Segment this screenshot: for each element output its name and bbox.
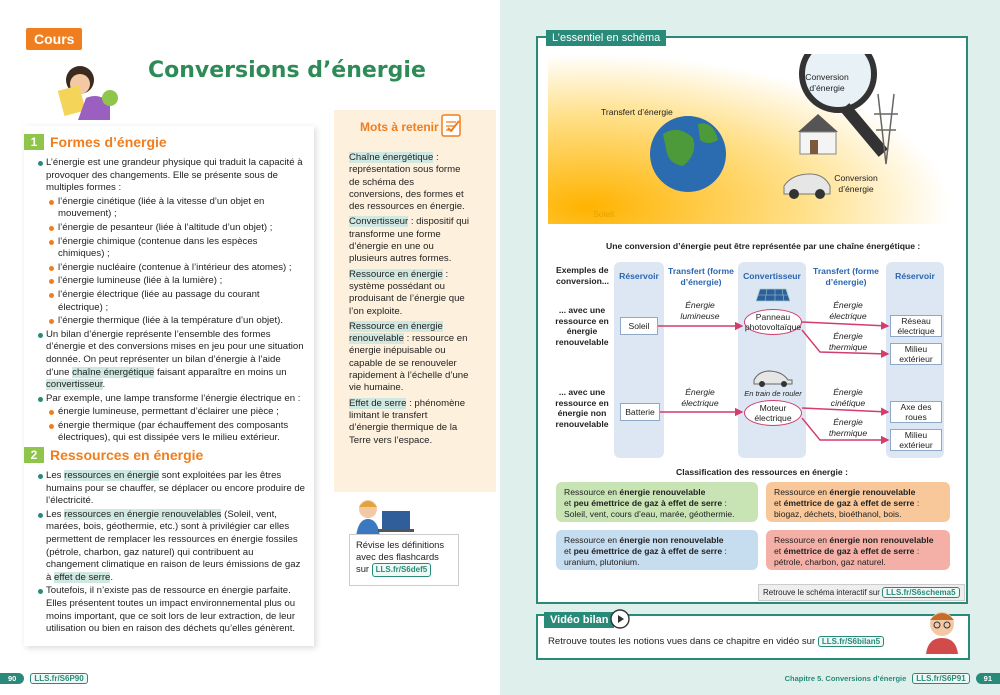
text: émettrice de gaz à effet de serre bbox=[783, 498, 915, 508]
node-soleil: Soleil bbox=[620, 317, 658, 335]
key-words-list bbox=[349, 152, 469, 450]
text: (Soleil, vent, marées, bois, géothermie, etc.) sont à privilégier car elles permettent de remplacer les ressources en énergie fossiles (pétrole, charbon, gaz naturel) qui contribuent au changement climatique en raison de leurs émissions de gaz à bbox=[46, 508, 301, 583]
keyword: chaîne énergétique bbox=[72, 366, 155, 378]
text: Un bilan d’énergie représente l’ensemble des formes d’énergie et des conversions mises en jeu pour une situation donnée. On peut représenter un bilan d’énergie à l’aide d’une bbox=[46, 328, 304, 378]
transfer-label: Énergie thermique bbox=[828, 331, 868, 352]
flashcards-link[interactable]: LLS.fr/S6def5 bbox=[372, 563, 432, 577]
header-reservoir: Réservoir bbox=[619, 271, 659, 281]
key-words-title: Mots à retenir bbox=[360, 120, 439, 134]
text: : bbox=[914, 546, 920, 556]
term: Convertisseur bbox=[349, 216, 409, 228]
video-title: Vidéo bilan bbox=[544, 612, 614, 628]
definition bbox=[349, 152, 469, 213]
text: : bbox=[722, 546, 727, 556]
page-title: Conversions d’énergie bbox=[148, 58, 426, 83]
section-number: 2 bbox=[24, 447, 44, 463]
list-item: l’énergie cinétique (liée à la vitesse d’un objet en mouvement) ; bbox=[36, 196, 306, 221]
text: Ressource en bbox=[564, 535, 620, 545]
text: : bbox=[722, 498, 727, 508]
interactive-link[interactable]: LLS.fr/S6schema5 bbox=[882, 587, 959, 598]
flashcards-text: Révise les définitions avec des flashcards sur bbox=[356, 539, 445, 574]
text: et bbox=[564, 546, 574, 556]
definition-text: : représentation sous forme de schéma des conversions, des formes et des ressources en énergie. bbox=[349, 152, 465, 213]
keyword: ressources en énergie renouvelables bbox=[64, 508, 222, 520]
definition-text: : système possédant ou produisant de l’énergie que l’on exploite. bbox=[349, 268, 465, 317]
definition-text: : ressource en énergie inépuisable ou capable de se renouveler rapidement à l’échelle d’une vie humaine. bbox=[349, 333, 469, 394]
list-item: l’énergie thermique (liée à la température d’un objet). bbox=[36, 315, 306, 328]
row-label: ... avec une ressource en énergie non renouvelable bbox=[555, 387, 609, 429]
text: . bbox=[102, 379, 106, 391]
section-title: Ressources en énergie bbox=[50, 447, 204, 463]
text: Les bbox=[46, 470, 65, 481]
video-line bbox=[548, 636, 884, 647]
transfer-label: Énergie électrique bbox=[681, 387, 719, 408]
right-footer bbox=[785, 673, 1000, 684]
section-title: Formes d’énergie bbox=[50, 134, 167, 150]
text: uranium, plutonium. bbox=[564, 557, 640, 567]
illustration-label: Conversion d’énergie bbox=[834, 173, 878, 194]
interactive-note bbox=[758, 584, 965, 601]
list-item bbox=[36, 470, 306, 508]
transfer-label: Énergie lumineuse bbox=[680, 300, 720, 321]
node-panneau: Panneau photovoltaïque bbox=[744, 309, 802, 335]
header-transfert: Transfert (forme d’énergie) bbox=[668, 266, 734, 287]
definition bbox=[349, 321, 469, 395]
classification-title: Classification des ressources en énergie : bbox=[676, 467, 848, 477]
column-reservoir-1 bbox=[614, 262, 664, 458]
keyword: convertisseur bbox=[46, 379, 103, 391]
schema-title: L’essentiel en schéma bbox=[546, 30, 666, 46]
definition bbox=[349, 398, 469, 447]
text: Les bbox=[46, 508, 65, 520]
keyword: ressources en énergie bbox=[64, 470, 160, 481]
car-note: En train de rouler bbox=[744, 389, 802, 398]
section-2-text bbox=[36, 470, 306, 637]
node-reseau: Réseau électrique bbox=[890, 315, 942, 337]
header-transfert: Transfert (forme d’énergie) bbox=[813, 266, 879, 287]
text: énergie non renouvelable bbox=[829, 535, 934, 545]
illustration-label: Conversion d’énergie bbox=[805, 72, 849, 93]
play-icon[interactable] bbox=[610, 609, 630, 629]
definition bbox=[349, 216, 469, 265]
node-moteur: Moteur électrique bbox=[744, 400, 802, 426]
sun-earth-illustration bbox=[548, 54, 950, 224]
solar-panel-icon bbox=[756, 287, 790, 303]
term: Chaîne énergétique bbox=[349, 152, 434, 163]
classification-box bbox=[556, 530, 758, 570]
chapter-label: Chapitre 5. Conversions d’énergie bbox=[784, 674, 907, 683]
section-1-text bbox=[36, 157, 306, 446]
student-laptop-illustration bbox=[352, 497, 416, 537]
text: Soleil, vent, cours d’eau, marée, géothermie. bbox=[564, 509, 735, 519]
text: et bbox=[774, 498, 784, 508]
notepad-icon bbox=[440, 112, 464, 138]
cours-badge: Cours bbox=[26, 28, 82, 50]
definition-text: : dispositif qui transforme une forme d’énergie en une ou plusieurs autres formes. bbox=[349, 216, 469, 265]
classification-box bbox=[766, 482, 950, 522]
text: Ressource en bbox=[774, 487, 830, 497]
text: sont exploitées par les êtres humains pour se chauffer, se déplacer ou encore produire de l’électricité. bbox=[46, 470, 306, 507]
right-page bbox=[500, 0, 1000, 695]
page-number: 90 bbox=[0, 673, 24, 684]
section-number: 1 bbox=[24, 134, 44, 150]
list-item: énergie thermique (par échauffement des composants électriques), qui est dissipée vers le milieu extérieur. bbox=[36, 420, 306, 445]
row-label: ... avec une ressource en énergie renouvelable bbox=[555, 305, 609, 347]
keyword: effet de serre bbox=[54, 571, 111, 583]
list-item: Toutefois, il n’existe pas de ressource en énergie parfaite. Elles présentent toutes un impact environnemental plus ou moins important, que ce soit lors de leur extraction, de leur utilisation ou bien en raison des déchets qu’elles génèrent. bbox=[36, 585, 306, 635]
node-batterie: Batterie bbox=[620, 403, 660, 421]
video-text: Retrouve toutes les notions vues dans ce chapitre en vidéo sur bbox=[548, 636, 816, 647]
text: pétrole, charbon, gaz naturel. bbox=[774, 557, 886, 567]
list-item: l’énergie chimique (contenue dans les espèces chimiques) ; bbox=[36, 236, 306, 261]
section-2-heading bbox=[24, 447, 203, 463]
definition-text: : phénomène limitant le transfert d’énergie thermique de la Terre vers l’espace. bbox=[349, 397, 466, 446]
page-link[interactable]: LLS.fr/S6P91 bbox=[912, 673, 969, 684]
section-1-heading bbox=[24, 134, 167, 150]
header-convertisseur: Convertisseur bbox=[743, 271, 801, 281]
header-reservoir: Réservoir bbox=[895, 271, 935, 281]
student-reading-illustration bbox=[50, 58, 120, 120]
text: : bbox=[914, 498, 920, 508]
text: et bbox=[774, 546, 784, 556]
text: peu émettrice de gaz à effet de serre bbox=[573, 498, 723, 508]
list-item bbox=[36, 329, 306, 392]
text: peu émettrice de gaz à effet de serre bbox=[573, 546, 723, 556]
classification-box bbox=[766, 530, 950, 570]
classification-box bbox=[556, 482, 758, 522]
list-item: l’énergie électrique (liée au passage du courant électrique) ; bbox=[36, 289, 306, 314]
illustration-label: Transfert d’énergie bbox=[601, 107, 673, 117]
text: énergie renouvelable bbox=[619, 487, 706, 497]
text: biogaz, déchets, bioéthanol, bois. bbox=[774, 509, 902, 519]
text: faisant apparaître en moins un bbox=[154, 366, 287, 378]
term: Ressource en énergie renouvelable bbox=[349, 320, 443, 345]
flashcards-box bbox=[349, 534, 459, 586]
list-item: énergie lumineuse, permettant d’éclairer une pièce ; bbox=[36, 406, 306, 419]
node-milieu: Milieu extérieur bbox=[890, 343, 942, 365]
teacher-illustration bbox=[922, 608, 962, 654]
list-item bbox=[36, 509, 306, 585]
car-icon bbox=[752, 368, 794, 388]
chain-title: Une conversion d’énergie peut être représentée par une chaîne énergétique : bbox=[606, 241, 921, 251]
text: Ressource en bbox=[774, 535, 830, 545]
text: et bbox=[564, 498, 574, 508]
illustration-label: Soleil bbox=[593, 209, 615, 219]
text: émettrice de gaz à effet de serre bbox=[783, 546, 915, 556]
page-link[interactable]: LLS.fr/S6P90 bbox=[30, 673, 87, 684]
list-item: l’énergie lumineuse (liée à la lumière) ; bbox=[36, 275, 306, 288]
term: Effet de serre bbox=[349, 397, 407, 409]
list-item: L’énergie est une grandeur physique qui traduit la capacité à provoquer des changements. Elle se présente sous de multiples formes : bbox=[36, 157, 306, 195]
term: Ressource en énergie bbox=[349, 268, 443, 280]
list-item: Par exemple, une lampe transforme l’énergie électrique en : bbox=[36, 393, 306, 406]
transfer-label: Énergie cinétique bbox=[830, 387, 866, 408]
transfer-label: Énergie thermique bbox=[828, 417, 868, 438]
header-exemples: Exemples de conversion... bbox=[556, 265, 610, 286]
left-footer bbox=[0, 673, 88, 684]
node-milieu: Milieu extérieur bbox=[890, 429, 942, 451]
page-number: 91 bbox=[976, 673, 1000, 684]
transfer-label: Énergie électrique bbox=[829, 300, 867, 321]
node-axe: Axe des roues bbox=[890, 401, 942, 423]
text: énergie non renouvelable bbox=[619, 535, 724, 545]
text: énergie renouvelable bbox=[829, 487, 916, 497]
definition bbox=[349, 269, 469, 318]
interactive-text: Retrouve le schéma interactif sur bbox=[763, 588, 880, 597]
list-item: l’énergie nucléaire (contenue à l’intérieur des atomes) ; bbox=[36, 262, 306, 275]
text: . bbox=[110, 571, 114, 583]
list-item: l’énergie de pesanteur (liée à l’altitude d’un objet) ; bbox=[36, 222, 306, 235]
text: Ressource en bbox=[564, 487, 620, 497]
video-link[interactable]: LLS.fr/S6bilan5 bbox=[818, 636, 884, 647]
